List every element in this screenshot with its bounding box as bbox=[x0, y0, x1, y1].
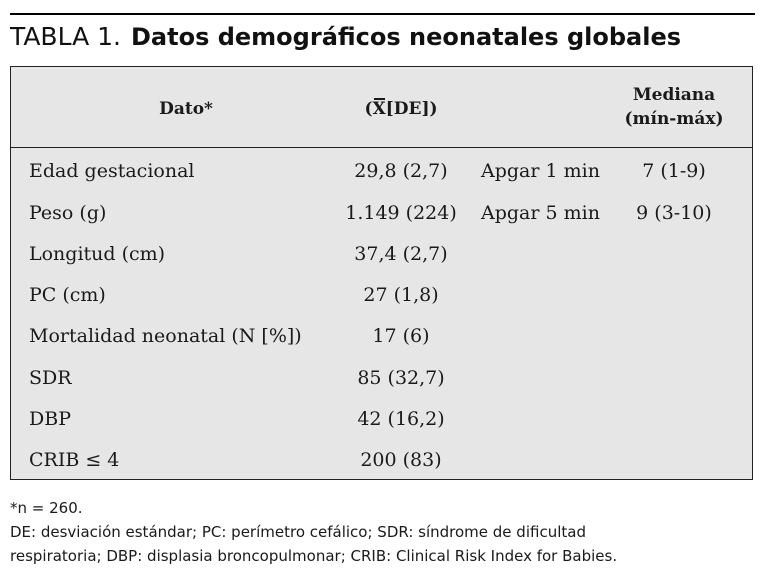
cell-mean: 200 (83) bbox=[360, 449, 442, 471]
cell-median: 9 (3-10) bbox=[636, 202, 712, 224]
top-rule bbox=[10, 13, 755, 15]
table-row bbox=[11, 316, 752, 357]
header-median bbox=[599, 83, 749, 131]
table-title bbox=[10, 18, 760, 59]
footnotes bbox=[10, 496, 765, 568]
table-label: TABLA 1. bbox=[10, 22, 121, 51]
cell-dato: Longitud (cm) bbox=[29, 243, 166, 265]
table-row bbox=[11, 151, 752, 192]
cell-mean: 85 (32,7) bbox=[357, 367, 445, 389]
cell-extra: Apgar 5 min bbox=[481, 202, 600, 224]
cell-mean: 37,4 (2,7) bbox=[354, 243, 448, 265]
header-mean-sd bbox=[321, 97, 481, 121]
cell-dato: CRIB ≤ 4 bbox=[29, 449, 120, 471]
table-row bbox=[11, 193, 752, 234]
cell-mean: 29,8 (2,7) bbox=[354, 160, 448, 182]
table-row bbox=[11, 399, 752, 440]
cell-mean: 42 (16,2) bbox=[357, 408, 445, 430]
cell-dato: Mortalidad neonatal (N [%]) bbox=[29, 325, 302, 347]
cell-dato: SDR bbox=[29, 367, 72, 389]
cell-dato: PC (cm) bbox=[29, 284, 106, 306]
cell-mean: 17 (6) bbox=[372, 325, 430, 347]
header-mean-rest: [DE]) bbox=[385, 99, 438, 119]
header-median-line2: (mín-máx) bbox=[624, 109, 724, 129]
table-row bbox=[11, 440, 752, 481]
footnote-abbreviations-1: DE: desviación estándar; PC: perímetro cefálico; SDR: síndrome de dificultad bbox=[10, 523, 586, 541]
cell-dato: DBP bbox=[29, 408, 71, 430]
cell-extra: Apgar 1 min bbox=[481, 160, 600, 182]
cell-mean: 1.149 (224) bbox=[345, 202, 457, 224]
table-header bbox=[11, 67, 752, 148]
cell-dato: Edad gestacional bbox=[29, 160, 195, 182]
footnote-abbreviations-2: respiratoria; DBP: displasia broncopulmonar; CRIB: Clinical Risk Index for Babies. bbox=[10, 547, 618, 565]
table-title-text: Datos demográficos neonatales globales bbox=[131, 23, 682, 51]
cell-mean: 27 (1,8) bbox=[363, 284, 439, 306]
cell-dato: Peso (g) bbox=[29, 202, 107, 224]
table-row bbox=[11, 234, 752, 275]
data-table bbox=[10, 66, 753, 480]
footnote-sample-size: *n = 260. bbox=[10, 499, 83, 517]
header-mean-open: ( bbox=[364, 99, 373, 119]
table-row bbox=[11, 275, 752, 316]
header-median-line1: Mediana bbox=[632, 85, 716, 105]
header-mean-symbol: X bbox=[372, 99, 386, 119]
cell-median: 7 (1-9) bbox=[642, 160, 706, 182]
header-dato: Dato* bbox=[159, 99, 213, 119]
table-row bbox=[11, 358, 752, 399]
